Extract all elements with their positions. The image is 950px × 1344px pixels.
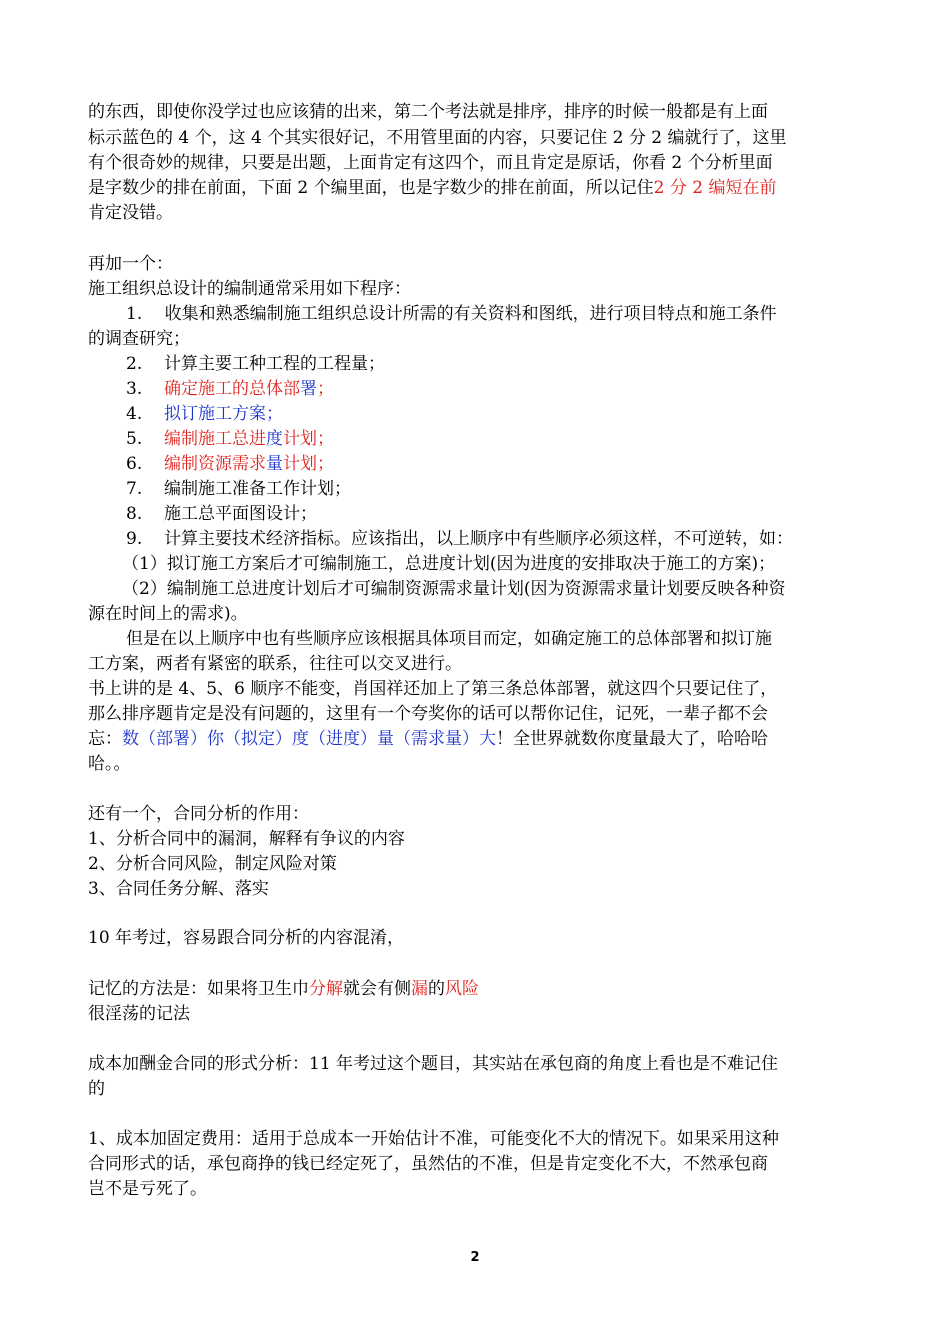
item-text-red: 计划；: [283, 429, 334, 449]
procedure-remark: 但是在以上顺序中也有些顺序应该根据具体项目而定，如确定施工的总体部署和拟订施: [126, 629, 772, 649]
cost-plus-item-1-end: 岂不是亏死了。: [88, 1179, 207, 1199]
procedure-remark-cont: 工方案，两者有紧密的联系，往往可以交叉进行。: [88, 654, 462, 674]
memory-keyword-red: 漏: [411, 979, 428, 999]
procedure-item-2: [126, 352, 385, 377]
item-number: 7.: [126, 479, 143, 499]
item-text-red: 确定施工的总体部: [164, 379, 300, 399]
para1-line5: 肯定没错。: [88, 203, 173, 223]
memory-keyword-red: 风险: [445, 979, 479, 999]
cost-plus-heading-cont: 的: [88, 1079, 105, 1099]
item-keyword-blue: 度: [266, 429, 283, 449]
para1-line4: [88, 176, 776, 201]
item-keyword-blue: 署: [300, 379, 317, 399]
procedure-item-7: [126, 477, 351, 502]
item-text-red: 编制资源需求: [164, 454, 266, 474]
procedure-intro: 施工组织总设计的编制通常采用如下程序：: [88, 279, 411, 299]
note-2-cont: 源在时间上的需求)。: [88, 604, 248, 624]
memory-text: 就会有侧: [343, 979, 411, 999]
para3-line2: 那么排序题肯定是没有问题的，这里有一个夸奖你的话可以帮你记住，记死，一辈子都不会: [88, 704, 768, 724]
procedure-item-1-cont: 的调查研究；: [88, 329, 190, 349]
para3-line1: 书上讲的是 4、5、6 顺序不能变，肖国祥还加上了第三条总体部署，就这四个只要记住了，: [88, 679, 778, 699]
item-number: 6.: [126, 454, 143, 474]
section-heading-add-one: 再加一个：: [88, 254, 173, 274]
para3-text: 忘：: [88, 729, 122, 749]
contract-analysis-item-2: 2、分析合同风险，制定风险对策: [88, 854, 337, 874]
para1-highlight: 2 分 2 编短在前: [653, 178, 777, 198]
cost-plus-heading: 成本加酬金合同的形式分析：11 年考过这个题目，其实站在承包商的角度上看也是不难记住: [88, 1054, 779, 1074]
cost-plus-item-1: 1、成本加固定费用：适用于总成本一开始估计不准，可能变化不大的情况下。如果采用这种: [88, 1129, 779, 1149]
cost-plus-item-1-cont: 合同形式的话，承包商挣的钱已经定死了，虽然估的不准，但是肯定变化不大，不然承包商: [88, 1154, 768, 1174]
contract-analysis-item-3: 3、合同任务分解、落实: [88, 879, 269, 899]
item-text: 计算主要技术经济指标。应该指出，以上顺序中有些顺序必须这样，不可逆转，如：: [164, 529, 793, 549]
item-number: 5.: [126, 429, 143, 449]
item-text: 施工总平面图设计；: [164, 504, 317, 524]
procedure-item-4: [126, 402, 283, 427]
para3-text: ！全世界就数你度量最大了，哈哈哈: [496, 729, 768, 749]
memory-comment: 很淫荡的记法: [88, 1004, 190, 1024]
procedure-item-1: 1. 收集和熟悉编制施工组织总设计所需的有关资料和图纸，进行项目特点和施工条件: [126, 304, 777, 324]
item-text-red: 编制施工总进: [164, 429, 266, 449]
item-text-red: 计划；: [283, 454, 334, 474]
note-2: （2）编制施工总进度计划后才可编制资源需求量计划(因为资源需求量计划要反映各种资: [122, 579, 786, 599]
item-number: 3.: [126, 379, 143, 399]
item-number: 4.: [126, 404, 143, 424]
para3-line4: 哈。。: [88, 754, 131, 774]
para1-line4-text: 是字数少的排在前面，下面 2 个编里面，也是字数少的排在前面，所以记住: [88, 178, 654, 198]
procedure-item-8: [126, 502, 317, 527]
page-number: 2: [470, 1250, 480, 1265]
exam-note: 10 年考过，容易跟合同分析的内容混淆，: [88, 928, 405, 948]
memory-method: [88, 977, 479, 1002]
procedure-item-3: [126, 377, 334, 402]
para3-line3: [88, 727, 768, 752]
procedure-item-9: [126, 527, 793, 552]
mnemonic-phrase: 数（部署）你（拟定）度（进度）量（需求量）大: [122, 729, 496, 749]
memory-text: 记忆的方法是：如果将卫生巾: [88, 979, 309, 999]
item-number: 9.: [126, 529, 143, 549]
para1-line2: 标示蓝色的 4 个，这 4 个其实很好记，不用管里面的内容，只要记住 2 分 2 编就行了，这里: [88, 128, 787, 148]
item-text: 计算主要工种工程的工程量；: [164, 354, 385, 374]
procedure-item-6: [126, 452, 334, 477]
memory-keyword-red: 分解: [309, 979, 343, 999]
item-number: 2.: [126, 354, 143, 374]
contract-analysis-heading: 还有一个，合同分析的作用：: [88, 804, 309, 824]
item-keyword-blue: 量: [266, 454, 283, 474]
item-number: 8.: [126, 504, 143, 524]
item-text-blue: 拟订施工方案；: [164, 404, 283, 424]
para1-line1: 的东西，即使你没学过也应该猜的出来，第二个考法就是排序，排序的时候一般都是有上面: [88, 102, 768, 122]
item-punct-red: ；: [317, 379, 334, 399]
memory-text: 的: [428, 979, 445, 999]
procedure-item-5: [126, 427, 334, 452]
item-text: 编制施工准备工作计划；: [164, 479, 351, 499]
note-1: （1）拟订施工方案后才可编制施工，总进度计划(因为进度的安排取决于施工的方案)；: [122, 554, 776, 574]
contract-analysis-item-1: 1、分析合同中的漏洞，解释有争议的内容: [88, 829, 405, 849]
para1-line3: 有个很奇妙的规律，只要是出题，上面肯定有这四个，而且肯定是原话，你看 2 个分析里面: [88, 153, 773, 173]
